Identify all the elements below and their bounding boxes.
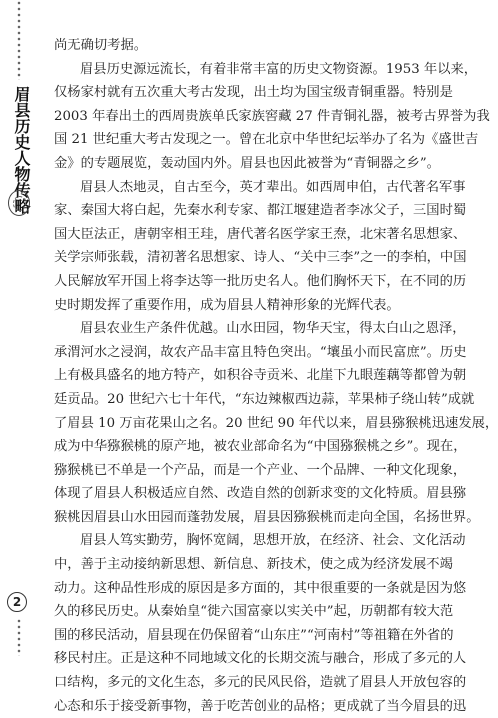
text-line: 了眉县 10 万亩花果山之名。20 世纪 90 年代以来，眉县猕猴桃迅速发展，	[54, 415, 498, 431]
text-line: 承渭河水之浸润，故农产品丰富且特色突出。“壤虽小而民富庶”。历史	[54, 344, 467, 360]
running-book-title: 眉县历史人物传略	[12, 86, 31, 214]
text-line: 成为中华猕猴桃的原产地，被农业部命名为“中国猕猴桃之乡”。现在，	[54, 439, 467, 455]
text-line: 仅杨家村就有五次重大考古发现，出土均为国宝级青铜重器。特别是	[54, 85, 453, 101]
text-line: 廷贡品。20 世纪六七十年代，“东边辣椒西边蒜，苹果柿子绕山转”成就	[54, 391, 475, 407]
text-line: 体现了眉县人积极适应自然、改造自然的创新求变的文化特质。眉县猕	[54, 486, 467, 502]
text-line: 国大臣法正，唐朝宰相王珪，唐代著名医学家王焘，北宋著名思想家、	[54, 226, 467, 242]
text-line: 猕猴桃已不单是一个产品，而是一个产业、一个品牌、一种文化现象，	[54, 462, 467, 478]
text-line: 关学宗师张载，清初著名思想家、诗人、“关中三李”之一的李柏，中国	[54, 250, 467, 266]
decorative-dot-column-top	[17, 0, 21, 80]
text-line: 久的移民历史。从秦始皇“徙六国富豪以实关中”起，历朝都有较大范	[54, 604, 454, 620]
text-line: 围的移民活动，眉县现在仍保留着“山东庄”“河南村”等祖籍在外省的	[54, 627, 454, 643]
text-line: 尚无确切考据。	[54, 38, 148, 53]
text-line: 人民解放军开国上将李达等一批历史名人。他们胸怀天下，在不同的历	[54, 273, 467, 289]
text-line: 上有极具盛名的地方特产，如积谷寺贡米、北崖下九眼莲藕等都曾为朝	[54, 368, 467, 384]
text-line: 国 21 世纪重大考古发现之一。曾在北京中华世纪坛举办了名为《盛世吉	[54, 132, 479, 148]
text-line: 猴桃因眉县山水田园而蓬勃发展，眉县因猕猴桃而走向全国，名扬世界。	[54, 509, 480, 525]
text-line: 中，善于主动接纳新思想、新信息、新技术，使之成为经济发展不竭	[54, 557, 453, 573]
text-line: 眉县农业生产条件优越。山水田园，物华天宝，得太白山之恩泽，	[80, 321, 466, 337]
text-line: 2003 年春出土的西周贵族单氏家族窖藏 27 件青铜礼器，被考古界誉为我	[54, 108, 490, 124]
text-line: 金》的专题展览，轰动国内外。眉县也因此被誉为“青铜器之乡”。	[54, 155, 440, 171]
text-line: 史时期发挥了重要作用，成为眉县人精神形象的光辉代表。	[54, 297, 400, 313]
page-number: 2	[7, 592, 27, 612]
text-line: 移民村庄。正是这种不同地域文化的长期交流与融合，形成了多元的人	[54, 651, 467, 667]
text-line: 口结构，多元的文化生态，多元的民风民俗，造就了眉县人开放包容的	[54, 675, 467, 691]
body-text	[54, 34, 498, 718]
text-line: 心态和乐于接受新事物，善于吃苦创业的品格；更成就了当今眉县的迅	[54, 698, 467, 714]
text-line: 眉县历史源远流长，有着非常丰富的历史文物资源。1953 年以来，	[80, 61, 478, 77]
text-line: 眉县人笃实勤劳，胸怀宽阔，思想开放，在经济、社会、文化活动	[80, 533, 466, 549]
text-line: 眉县人杰地灵，自古至今，英才辈出。如西周申伯，古代著名军事	[80, 179, 466, 195]
seal-ornament-icon	[8, 190, 30, 216]
left-margin-sidebar	[0, 0, 36, 656]
text-line: 家、秦国大将白起，先秦水利专家、都江堰建造者李冰父子，三国时蜀	[54, 203, 467, 219]
decorative-dot-column-bottom	[17, 618, 21, 656]
text-line: 动力。这种品性形成的原因是多方面的，其中很重要的一条就是因为悠	[54, 580, 467, 596]
